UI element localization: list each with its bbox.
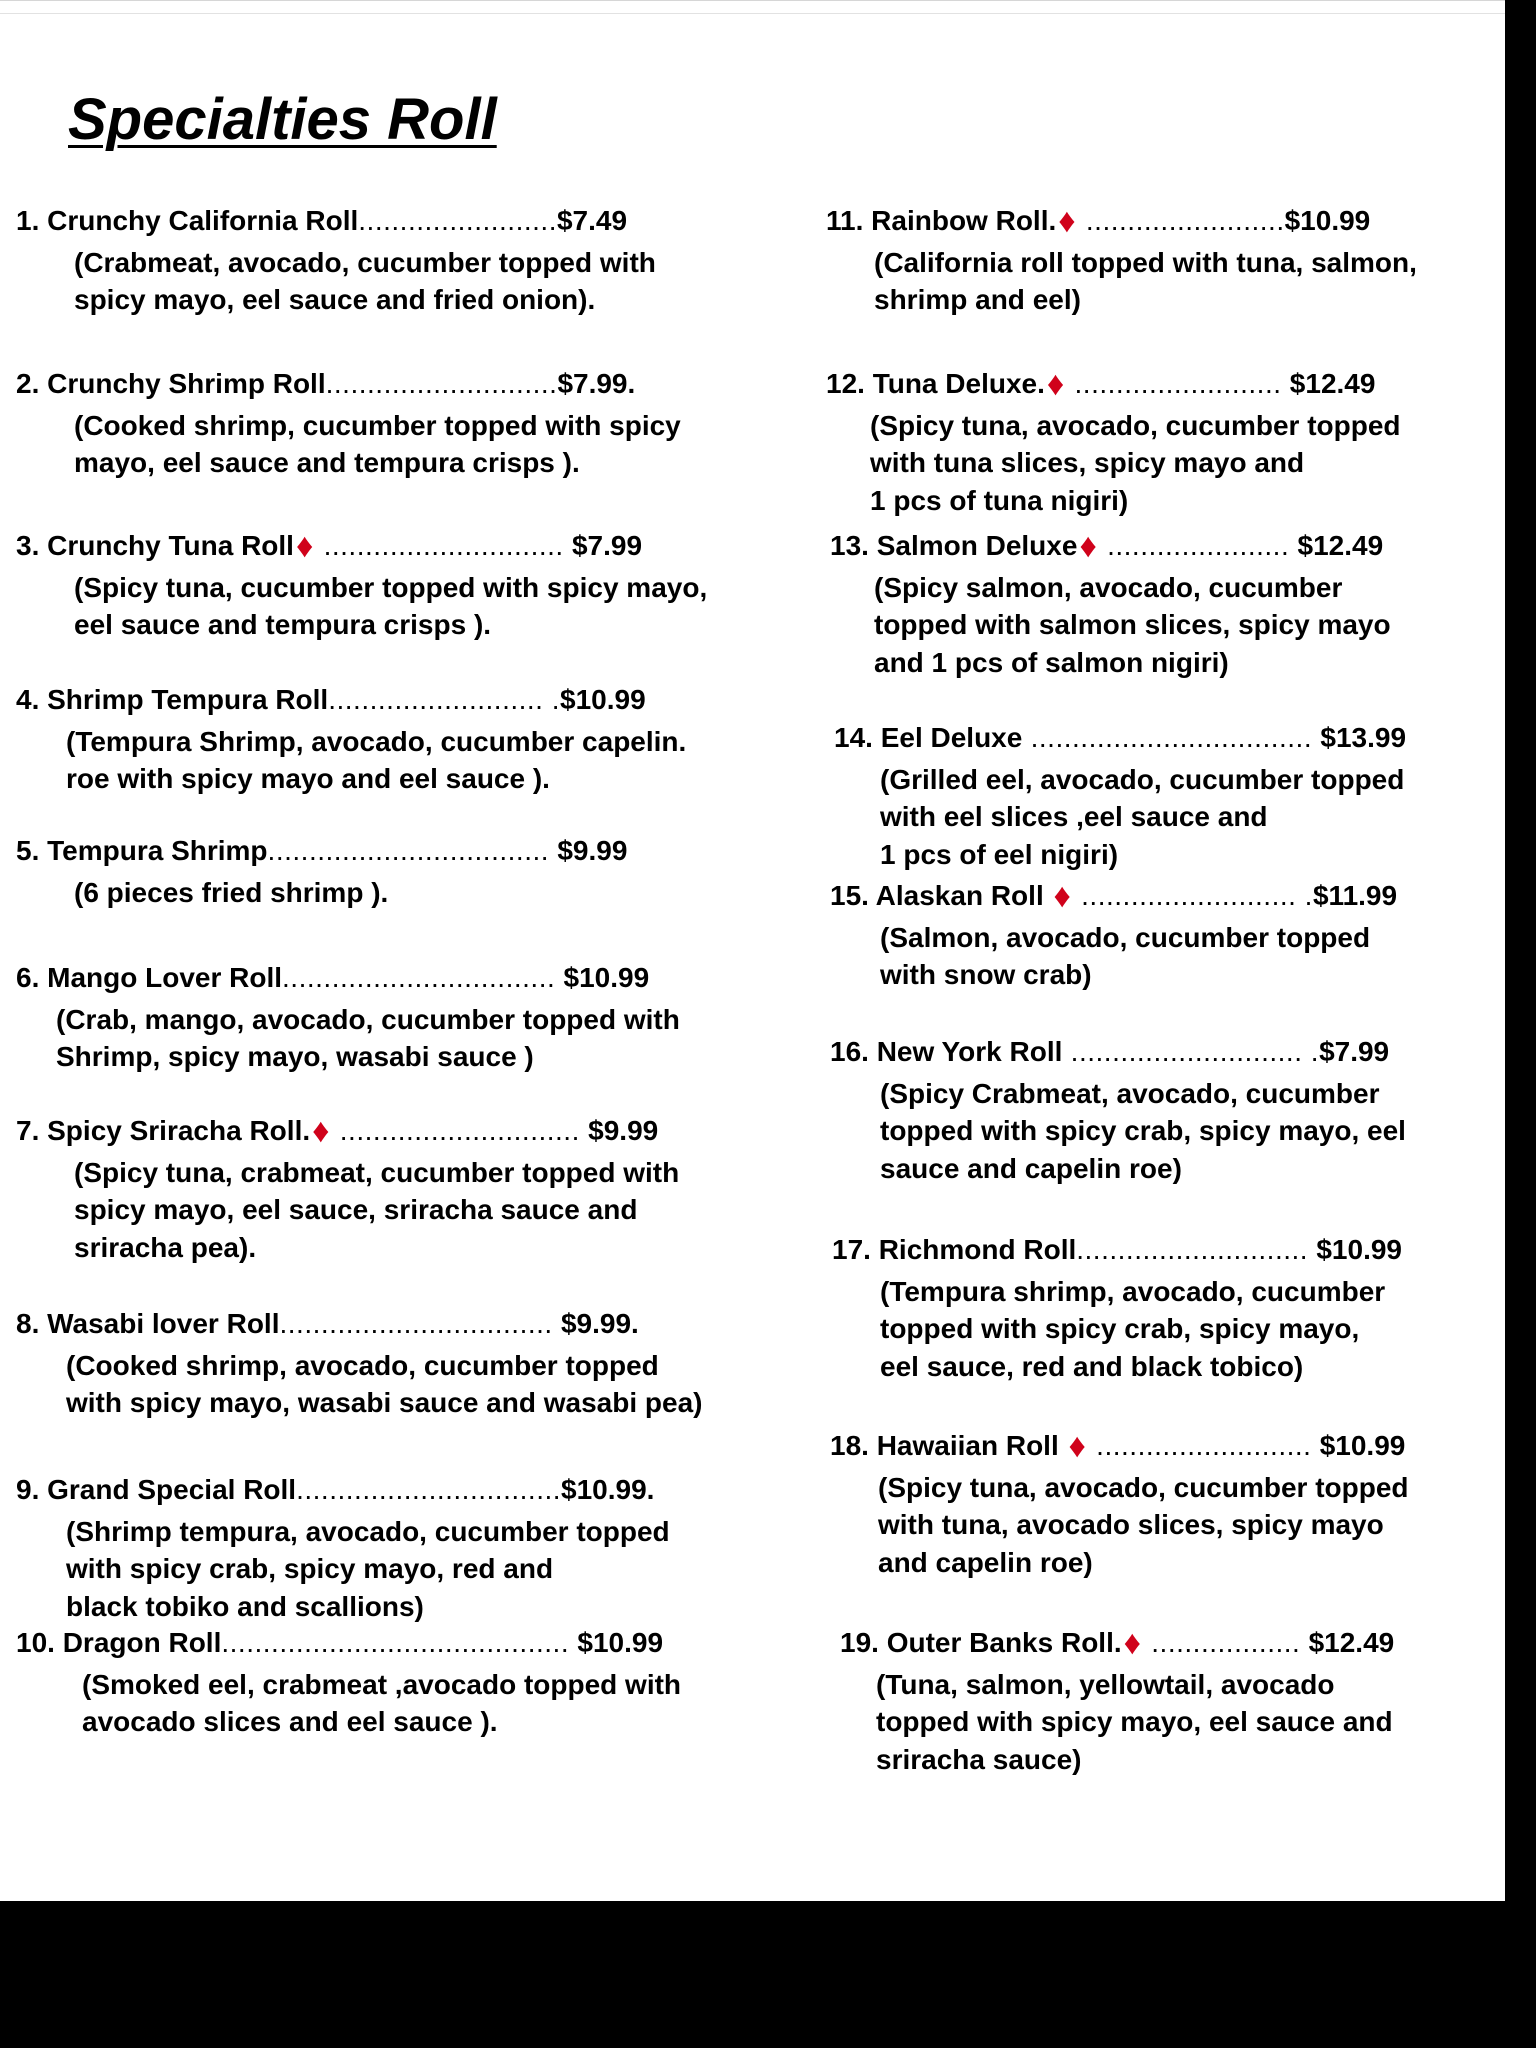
price-leader-dots: ............................ bbox=[1076, 1234, 1317, 1265]
menu-item-description-line: 1 pcs of eel nigiri) bbox=[880, 838, 1119, 870]
menu-item-description-line: with tuna slices, spicy mayo and bbox=[870, 447, 1305, 478]
menu-item-price: $10.99. bbox=[561, 1474, 655, 1505]
menu-item-name: 17. Richmond Roll bbox=[832, 1234, 1077, 1265]
menu-item bbox=[16, 832, 627, 911]
price-leader-dots: .................................. bbox=[267, 835, 558, 866]
menu-item-description-line: sriracha sauce) bbox=[876, 1743, 1082, 1775]
menu-item bbox=[826, 202, 1417, 319]
menu-item-description-line: with spicy mayo, wasabi sauce and wasabi pea) bbox=[66, 1387, 703, 1418]
price-leader-dots: ........................ bbox=[1077, 205, 1285, 236]
menu-item-description-line: sriracha pea). bbox=[74, 1231, 257, 1263]
menu-item-description-line: (Tempura Shrimp, avocado, cucumber capelin. bbox=[66, 725, 687, 757]
diamond-icon: ♦ bbox=[1053, 877, 1071, 915]
menu-item-description-line: (Spicy tuna, avocado, cucumber topped bbox=[878, 1471, 1409, 1503]
menu-item-description-line: eel sauce, red and black tobico) bbox=[880, 1350, 1304, 1382]
menu-item bbox=[830, 877, 1397, 994]
price-leader-dots: ........................ bbox=[358, 205, 557, 236]
menu-item bbox=[826, 365, 1401, 519]
menu-item-name: 9. Grand Special Roll bbox=[16, 1474, 297, 1505]
menu-item-title-line bbox=[16, 1624, 681, 1662]
diamond-icon: ♦ bbox=[1079, 527, 1097, 565]
menu-item-description-line: (Salmon, avocado, cucumber topped bbox=[880, 921, 1371, 953]
menu-item bbox=[830, 1427, 1409, 1581]
menu-item-description-line: eel sauce and tempura crisps ). bbox=[74, 609, 492, 640]
menu-item-name: 14. Eel Deluxe bbox=[834, 722, 1023, 753]
menu-item-description-line: (Spicy tuna, crabmeat, cucumber topped with bbox=[74, 1156, 680, 1188]
menu-item-description-line: and capelin roe) bbox=[878, 1546, 1093, 1578]
menu-item-description-line: topped with spicy crab, spicy mayo, eel bbox=[880, 1115, 1406, 1146]
menu-item-name: 11. Rainbow Roll. bbox=[826, 205, 1057, 236]
diamond-icon: ♦ bbox=[1068, 1427, 1086, 1465]
menu-item-price: $10.99 bbox=[563, 962, 650, 993]
menu-item-description-line: Shrimp, spicy mayo, wasabi sauce ) bbox=[56, 1041, 534, 1072]
menu-item-title-line bbox=[16, 1305, 702, 1343]
price-leader-dots: .......................................... bbox=[221, 1627, 578, 1658]
menu-item-price: $7.99 bbox=[1319, 1036, 1390, 1067]
price-leader-dots: ............................. bbox=[315, 530, 572, 561]
menu-item-name: 4. Shrimp Tempura Roll bbox=[16, 684, 329, 715]
menu-item-description-line: (Cooked shrimp, cucumber topped with spicy bbox=[74, 409, 681, 441]
menu-item-title-line bbox=[16, 1112, 679, 1150]
menu-item-title-line bbox=[16, 832, 627, 870]
menu-item bbox=[840, 1624, 1394, 1778]
diamond-icon: ♦ bbox=[1058, 202, 1076, 240]
price-leader-dots: ......................... bbox=[1066, 368, 1290, 399]
price-leader-dots: ................................ bbox=[296, 1474, 562, 1505]
menu-item-description-line: spicy mayo, eel sauce, sriracha sauce and bbox=[74, 1194, 638, 1225]
menu-item-name: 7. Spicy Sriracha Roll. bbox=[16, 1115, 311, 1146]
menu-item-price: $9.99. bbox=[560, 1308, 639, 1339]
menu-item-title-line bbox=[830, 527, 1391, 565]
menu-item-price: $12.49 bbox=[1308, 1627, 1395, 1658]
price-leader-dots: .................................. bbox=[1022, 722, 1321, 753]
menu-item-title-line bbox=[16, 527, 707, 565]
price-leader-dots: ...................... bbox=[1098, 530, 1298, 561]
page-title: Specialties Roll bbox=[68, 87, 497, 152]
menu-item-title-line bbox=[834, 719, 1406, 757]
menu-item-description-line: shrimp and eel) bbox=[874, 284, 1081, 315]
menu-item bbox=[834, 719, 1406, 873]
menu-item-name: 13. Salmon Deluxe bbox=[830, 530, 1078, 561]
menu-item-title-line bbox=[16, 202, 656, 240]
menu-item-price: $12.49 bbox=[1289, 368, 1376, 399]
menu-item-price: $10.99 bbox=[1316, 1234, 1402, 1265]
menu-item-name: 19. Outer Banks Roll. bbox=[840, 1627, 1122, 1658]
menu-item-name: 8. Wasabi lover Roll bbox=[16, 1308, 280, 1339]
menu-item-description-line: topped with spicy crab, spicy mayo, bbox=[880, 1313, 1360, 1344]
menu-item-title-line bbox=[16, 1471, 670, 1509]
menu-item bbox=[16, 681, 686, 798]
menu-item-description-line: with snow crab) bbox=[880, 959, 1092, 990]
menu-item-description-line: (Shrimp tempura, avocado, cucumber topped bbox=[66, 1515, 670, 1547]
menu-item bbox=[16, 527, 707, 644]
menu-item-price: $10.99 bbox=[560, 684, 646, 715]
menu-item-description-line: (Cooked shrimp, avocado, cucumber topped bbox=[66, 1349, 659, 1381]
menu-item-title-line bbox=[16, 959, 680, 997]
menu-item-description-line: (Spicy tuna, cucumber topped with spicy mayo, bbox=[74, 571, 708, 603]
menu-item-title-line bbox=[830, 1427, 1409, 1465]
menu-item-description-line: (Spicy salmon, avocado, cucumber bbox=[874, 571, 1343, 603]
menu-item-price: $13.99 bbox=[1320, 722, 1407, 753]
menu-item-price: $11.99 bbox=[1312, 880, 1398, 911]
menu-item-description-line: roe with spicy mayo and eel sauce ). bbox=[66, 763, 550, 794]
menu-item-description-line: with tuna, avocado slices, spicy mayo bbox=[878, 1509, 1384, 1540]
menu-item-description-line: with spicy crab, spicy mayo, red and bbox=[66, 1553, 554, 1584]
menu-item-description-line: topped with spicy mayo, eel sauce and bbox=[876, 1706, 1393, 1737]
menu-item-description-line: 1 pcs of tuna nigiri) bbox=[870, 484, 1129, 516]
menu-item-price: $12.49 bbox=[1297, 530, 1384, 561]
menu-item-description-line: mayo, eel sauce and tempura crisps ). bbox=[74, 447, 580, 478]
menu-item-title-line bbox=[830, 1033, 1406, 1071]
menu-item-name: 16. New York Roll bbox=[830, 1036, 1063, 1067]
price-leader-dots: .......................... bbox=[1087, 1430, 1320, 1461]
menu-item-description-line: (Tuna, salmon, yellowtail, avocado bbox=[876, 1668, 1335, 1700]
menu-item-description-line: topped with salmon slices, spicy mayo bbox=[874, 609, 1391, 640]
price-leader-dots: ............................ bbox=[325, 368, 558, 399]
menu-item-title-line bbox=[826, 365, 1401, 403]
price-leader-dots: .......................... . bbox=[328, 684, 561, 715]
menu-item-description-line: sauce and capelin roe) bbox=[880, 1152, 1182, 1184]
menu-item-title-line bbox=[16, 365, 681, 403]
menu-item-description-line: (Spicy tuna, avocado, cucumber topped bbox=[870, 409, 1401, 441]
menu-item-name: 5. Tempura Shrimp bbox=[16, 835, 268, 866]
menu-item-price: $9.99 bbox=[588, 1115, 659, 1146]
menu-item-description-line: (Spicy Crabmeat, avocado, cucumber bbox=[880, 1077, 1380, 1109]
menu-item bbox=[16, 1471, 670, 1625]
menu-item-description-line: (Grilled eel, avocado, cucumber topped bbox=[880, 763, 1405, 795]
menu-item bbox=[16, 1112, 679, 1266]
diamond-icon: ♦ bbox=[295, 527, 314, 565]
diamond-icon: ♦ bbox=[312, 1112, 330, 1150]
menu-item-price: $10.99 bbox=[1319, 1430, 1406, 1461]
menu-item bbox=[832, 1231, 1402, 1385]
menu-item-name: 12. Tuna Deluxe. bbox=[826, 368, 1045, 399]
menu-item-price: $7.99 bbox=[571, 530, 643, 561]
price-leader-dots: ............................. bbox=[331, 1115, 589, 1146]
menu-item-description-line: (Crabmeat, avocado, cucumber topped with bbox=[74, 246, 656, 278]
menu-item-description-line: (California roll topped with tuna, salmon, bbox=[874, 246, 1417, 278]
menu-item bbox=[16, 1305, 702, 1422]
menu-item-title-line bbox=[16, 681, 686, 719]
price-leader-dots: ............................ . bbox=[1062, 1036, 1320, 1067]
menu-item-name: 1. Crunchy California Roll bbox=[16, 205, 359, 236]
menu-item bbox=[16, 1624, 681, 1741]
price-leader-dots: .................. bbox=[1143, 1627, 1309, 1658]
menu-item-name: 18. Hawaiian Roll bbox=[830, 1430, 1067, 1461]
diamond-icon: ♦ bbox=[1046, 365, 1065, 403]
menu-item-name: 3. Crunchy Tuna Roll bbox=[16, 530, 294, 561]
menu-item-description-line: with eel slices ,eel sauce and bbox=[880, 801, 1268, 832]
menu-item-title-line bbox=[840, 1624, 1394, 1662]
menu-item bbox=[16, 202, 656, 319]
menu-item-description-line: (Crab, mango, avocado, cucumber topped with bbox=[56, 1003, 680, 1035]
price-leader-dots: ................................. bbox=[282, 962, 564, 993]
top-divider bbox=[0, 13, 1505, 14]
menu-item-price: $10.99 bbox=[577, 1627, 664, 1658]
menu-item-title-line bbox=[830, 877, 1397, 915]
menu-item bbox=[16, 959, 680, 1076]
menu-item bbox=[16, 365, 681, 482]
menu-item-price: $10.99 bbox=[1284, 205, 1371, 236]
diamond-icon: ♦ bbox=[1123, 1624, 1141, 1662]
menu-item-name: 15. Alaskan Roll bbox=[830, 880, 1052, 911]
menu-item-title-line bbox=[832, 1231, 1402, 1269]
menu-item bbox=[830, 527, 1391, 681]
menu-item-description-line: spicy mayo, eel sauce and fried onion). bbox=[74, 284, 596, 315]
menu-item-name: 2. Crunchy Shrimp Roll bbox=[16, 368, 326, 399]
menu-item-title-line bbox=[826, 202, 1417, 240]
menu-item-description-line: black tobiko and scallions) bbox=[66, 1590, 424, 1622]
price-leader-dots: .......................... . bbox=[1072, 880, 1313, 911]
menu-item-description-line: (Tempura shrimp, avocado, cucumber bbox=[880, 1275, 1386, 1307]
menu-item-name: 10. Dragon Roll bbox=[16, 1627, 222, 1658]
menu-item-description-line: (6 pieces fried shrimp ). bbox=[74, 876, 389, 908]
menu-item-price: $9.99 bbox=[557, 835, 628, 866]
menu-item-description-line: avocado slices and eel sauce ). bbox=[82, 1706, 498, 1737]
price-leader-dots: ................................. bbox=[279, 1308, 561, 1339]
menu-item-description-line: and 1 pcs of salmon nigiri) bbox=[874, 646, 1229, 678]
menu-item-name: 6. Mango Lover Roll bbox=[16, 962, 283, 993]
menu-item-description-line: (Smoked eel, crabmeat ,avocado topped with bbox=[82, 1668, 682, 1700]
menu-item bbox=[830, 1033, 1406, 1187]
menu-item-price: $7.49 bbox=[556, 205, 628, 236]
menu-item-price: $7.99. bbox=[557, 368, 636, 399]
